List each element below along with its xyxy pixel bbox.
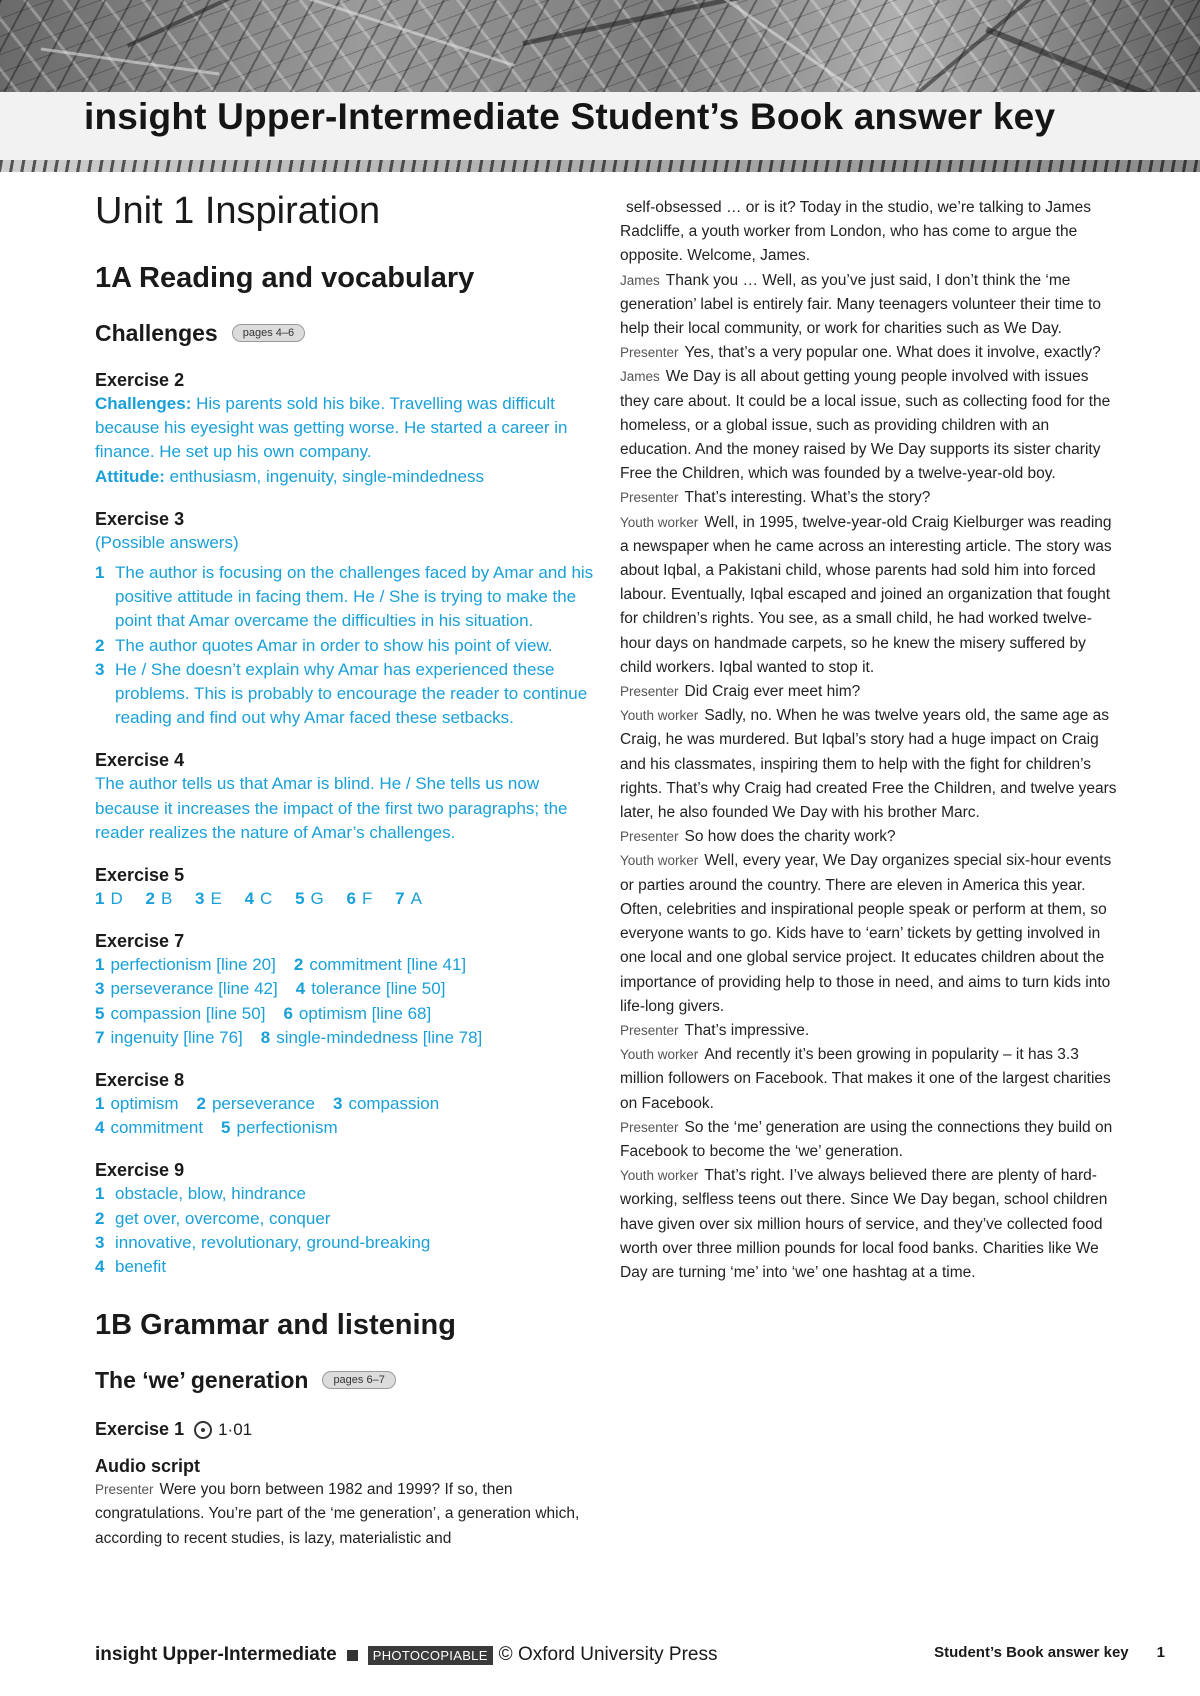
- list-item: 3 He / She doesn’t explain why Amar has experienced these problems. This is probably to encourage the reader to continue reading and find out why Amar faced these setbacks.: [95, 659, 588, 728]
- list-item: 3 perseverance [line 42] 4 tolerance [line 50]: [95, 979, 446, 999]
- script-line: Presenter That’s interesting. What’s the story?: [620, 489, 931, 507]
- publisher-credit: © Oxford University Press: [498, 1644, 718, 1665]
- exercise-9-heading: Exercise 9: [95, 1160, 185, 1181]
- exercise-3-heading: Exercise 3: [95, 508, 185, 529]
- pages-badge: pages 6–7: [322, 1371, 395, 1389]
- exercise-3-note: (Possible answers): [95, 532, 239, 552]
- attitude-label: Attitude:: [95, 466, 165, 486]
- footer-right: [934, 1644, 1165, 1661]
- list-item: 5 compassion [line 50] 6 optimism [line 68]: [95, 1003, 432, 1023]
- list-item: 2 The author quotes Amar in order to show his point of view.: [95, 635, 553, 655]
- list-item: 2 get over, overcome, conquer: [95, 1208, 331, 1228]
- challenges-label: Challenges:: [95, 394, 192, 413]
- list-item: 1 optimism 2 perseverance 3 compassion: [95, 1094, 440, 1114]
- left-column: [95, 188, 595, 1551]
- script-line: Youth worker Sadly, no. When he was twelve years old, the same age as Craig, he was murdered. But Iqbal’s story had a huge impact on Craig and his classmates, inspiring them to help with the fight for children’s rights. That’s why Craig had created Free the Children, and twelve years later, he also founded We Day with his brother Marc.: [620, 707, 1117, 822]
- script-line: Presenter So the ‘me’ generation are using the connections they build on Facebook to become the ‘we’ generation.: [620, 1118, 1113, 1160]
- list-item: 1 perfectionism [line 20] 2 commitment [line 41]: [95, 955, 467, 975]
- script-line: Presenter Yes, that’s a very popular one. What does it involve, exactly?: [620, 344, 1101, 362]
- exercise-8-heading: Exercise 8: [95, 1070, 185, 1091]
- exercise-2-heading: Exercise 2: [95, 370, 185, 390]
- challenges-text: His parents sold his bike. Travelling was difficult because his eyesight was getting worse. He started a career in finance. He set up his own company.: [95, 394, 568, 462]
- list-item: 1 obstacle, blow, hindrance: [95, 1184, 306, 1204]
- exercise-2-answer: [95, 392, 595, 489]
- list-item: 4 benefit: [95, 1257, 167, 1277]
- footer-brand: insight Upper-Intermediate: [95, 1644, 337, 1665]
- script-line: Presenter Did Craig ever meet him?: [620, 683, 861, 701]
- script-line: James We Day is all about getting young people involved with issues they care about. It could be a local issue, such as collecting food for the homeless, or a global issue, such as providing children with an education. And the money raised by We Day supports its sister charity Free the Children, which was founded by a twelve-year-old boy.: [620, 368, 1111, 483]
- audio-script-start: [95, 1478, 595, 1551]
- exercise-5-answers: 1 D 2 B 3 E 4 C 5 G 6 F 7 A: [95, 889, 422, 909]
- script-text: Were you born between 1982 and 1999? If so, then congratulations. You’re part of the ‘me generation’, a generation which, according to recent studies, is lazy, materialistic and: [95, 1481, 580, 1547]
- exercise-7-heading: Exercise 7: [95, 931, 185, 952]
- exercise-7-answers: [95, 953, 595, 1050]
- exercise-4-answer: The author tells us that Amar is blind. He / She tells us now because it increases the impact of the first two paragraphs; the reader realizes the nature of Amar’s challenges.: [95, 774, 568, 842]
- banner-bottom-strip: [0, 160, 1200, 172]
- speaker-label: Presenter: [95, 1482, 154, 1498]
- page-footer: [95, 1640, 1165, 1670]
- document-title: insight Upper-Intermediate Student’s Book answer key: [84, 96, 1056, 137]
- right-column: [620, 196, 1120, 1285]
- exercise-4-heading: Exercise 4: [95, 750, 185, 771]
- section-1a-title: 1A Reading and vocabulary: [95, 262, 475, 294]
- list-item: 4 commitment 5 perfectionism: [95, 1118, 338, 1138]
- list-item: 7 ingenuity [line 76] 8 single-mindedness [line 78]: [95, 1027, 483, 1047]
- script-line: Youth worker Well, in 1995, twelve-year-old Craig Kielburger was reading a newspaper when he came across an interesting article. The story was about Iqbal, a Pakistani child, whose parents had sold him into forced labour. Eventually, Iqbal escaped and joined an organization that fought for children’s rights. You see, as a small child, he had worked twelve-hour days on handmade carpets, so he knew the misery suffered by child workers. Iqbal wanted to stop it.: [620, 513, 1112, 676]
- list-item: 1 The author is focusing on the challenges faced by Amar and his positive attitude in facing them. He / She is trying to make the point that Amar overcame the difficulties in his situation.: [95, 563, 594, 631]
- attitude-text: enthusiasm, ingenuity, single-mindedness: [169, 466, 484, 486]
- script-line: Youth worker And recently it’s been growing in popularity – it has 3.3 million followers on Facebook. That makes it one of the largest charities on Facebook.: [620, 1046, 1111, 1112]
- footer-answer-key-label: Student’s Book answer key: [934, 1644, 1129, 1661]
- header-banner: [0, 0, 1200, 172]
- script-line: Youth worker Well, every year, We Day organizes special six-hour events or parties around the country. There are eleven in America this year. Often, celebrities and inspirational people speak or perform at them, so everyone wants to go. Kids have to ‘earn’ tickets by getting involved in one local and one global service project. It educates children about the importance of providing help to those in need, and aims to turn kids into life-long givers.: [620, 852, 1112, 1015]
- script-line: Presenter So how does the charity work?: [620, 828, 896, 846]
- script-line: Presenter That’s impressive.: [620, 1021, 810, 1039]
- audio-script-heading: Audio script: [95, 1456, 201, 1477]
- exercise-9-list: [95, 1182, 595, 1279]
- track-number: 1·01: [218, 1419, 253, 1439]
- exercise-3-list: [95, 561, 595, 730]
- square-bullet-icon: [347, 1650, 358, 1661]
- we-generation-title: The ‘we’ generation: [95, 1366, 309, 1393]
- exercise-5-heading: Exercise 5: [95, 865, 185, 886]
- we-generation-heading: [95, 1363, 595, 1397]
- script-line: James Thank you … Well, as you’ve just said, I don’t think the ‘me generation’ label is entirely fair. Many teenagers volunteer their time to help their local community, or work for charities such as We Day.: [620, 271, 1102, 338]
- audio-cd-icon: [194, 1421, 212, 1439]
- script-line: Youth worker That’s right. I’ve always believed there are plenty of hard-working, selfless teens out there. Since We Day began, school children have given over six million hours of service, and they’ve collected food worth over three million pounds for local food banks. Charities like We Day are turning ‘me’ into ‘we’ one hashtag at a time.: [620, 1167, 1108, 1281]
- list-item: 3 innovative, revolutionary, ground-breaking: [95, 1232, 431, 1252]
- exercise-8-answers: [95, 1092, 595, 1140]
- exercise-1-heading: Exercise 1 1·01: [95, 1419, 253, 1440]
- photocopiable-label: PHOTOCOPIABLE: [368, 1646, 493, 1665]
- script-line: self-obsessed … or is it? Today in the studio, we’re talking to James Radcliffe, a youth worker from London, who has come to argue the opposite. Welcome, James.: [620, 199, 1091, 265]
- section-1b-title: 1B Grammar and listening: [95, 1309, 456, 1342]
- pages-badge: pages 4–6: [232, 324, 305, 342]
- page-number: 1: [1156, 1644, 1165, 1661]
- challenges-heading: [95, 316, 595, 350]
- unit-title: Unit 1 Inspiration: [95, 190, 381, 232]
- challenges-title: Challenges: [95, 319, 218, 346]
